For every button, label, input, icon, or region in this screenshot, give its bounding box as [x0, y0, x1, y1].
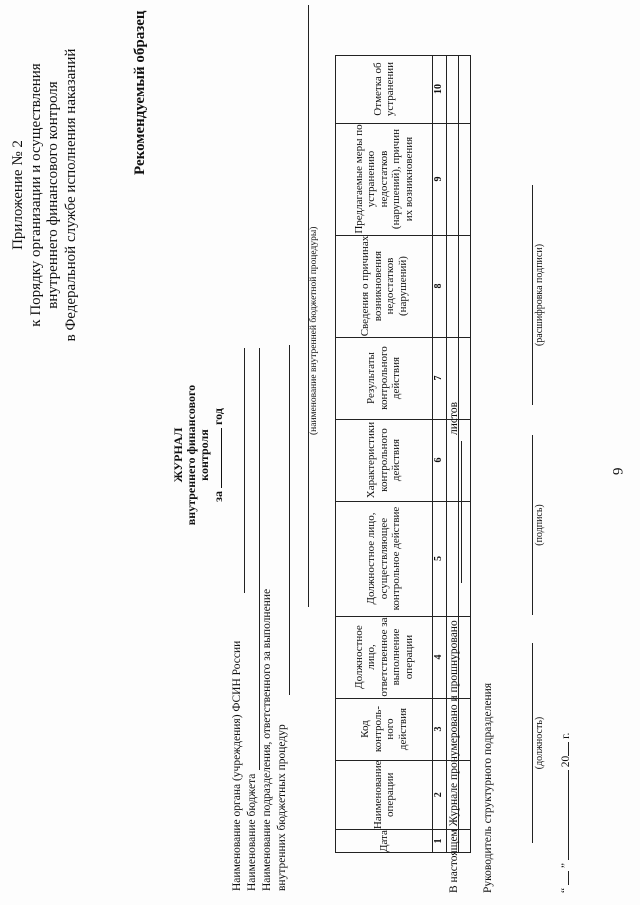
name-caption: (расшифровка подписи)	[534, 243, 545, 347]
table-cell	[458, 501, 470, 616]
info-agency: Наименование органа (учреждения) ФСИН России	[231, 640, 243, 891]
column-number: 10	[433, 55, 447, 123]
journal-title	[172, 365, 225, 545]
table-cell	[446, 501, 458, 616]
date-row	[558, 733, 572, 893]
date-century: 20	[560, 755, 572, 768]
position-caption: (должность)	[534, 716, 545, 770]
date-close-quote: ”	[560, 863, 572, 869]
column-number: 7	[433, 337, 447, 419]
date-open-quote: “	[560, 887, 572, 893]
column-header: Отметка об устранении	[336, 55, 433, 123]
table-header-row	[336, 55, 433, 852]
column-header: Должностное лицо, ответственное за выполнение операции	[336, 616, 433, 698]
info-budget: Наименование бюджета	[246, 773, 258, 891]
day-blank	[558, 871, 569, 885]
year-blank	[211, 428, 222, 488]
column-header: Должностное лицо, осуществляющее контрольное действие	[336, 501, 433, 616]
page-number: 6	[609, 467, 625, 475]
info-agency-blank	[244, 348, 245, 593]
table-cell	[458, 123, 470, 235]
column-number: 2	[433, 760, 447, 830]
title-year-prefix: за	[211, 491, 225, 502]
procedure-caption: (наименование внутренней бюджетной процедуры)	[309, 226, 319, 435]
column-header: Характеристики контрольного действия	[336, 419, 433, 501]
date-suffix: г.	[560, 732, 572, 739]
column-header: Сведения о причинах возникновения недостатков (нарушений)	[336, 235, 433, 337]
info-division-line2: внутренних бюджетных процедур	[276, 724, 288, 891]
info-budget-blank	[259, 348, 260, 770]
column-number: 1	[433, 830, 447, 853]
column-number-row	[433, 55, 447, 852]
title-line-3	[211, 365, 225, 545]
column-number: 4	[433, 616, 447, 698]
sheets-word: листов	[448, 401, 460, 435]
signature-line	[532, 435, 533, 615]
appendix-header	[10, 15, 80, 375]
table-cell	[458, 235, 470, 337]
column-number: 6	[433, 419, 447, 501]
column-header: Наименование операции	[336, 760, 433, 830]
table-cell	[446, 235, 458, 337]
table-cell	[446, 55, 458, 123]
title-year-suffix: год	[211, 408, 225, 426]
column-number: 8	[433, 235, 447, 337]
column-header: Результаты контрольного действия	[336, 337, 433, 419]
year-blank	[558, 742, 569, 756]
info-division-blank	[289, 345, 290, 695]
column-header: Предлагаемые меры по устранению недостатков (нарушений), причин их возникновения	[336, 123, 433, 235]
table-cell	[446, 123, 458, 235]
appendix-line: в Федеральной службе исполнения наказаний	[62, 48, 79, 342]
column-header: Код контроль-ного действия	[336, 698, 433, 760]
appendix-line: внутреннего финансового контроля	[45, 81, 61, 309]
info-division-line1: Наименование подразделения, ответственного за выполнение	[261, 588, 273, 891]
sheets-count-blank	[461, 441, 462, 583]
appendix-line: Приложение № 2	[10, 140, 26, 250]
appendix-line: к Порядку организации и осуществления	[27, 63, 44, 327]
column-number: 9	[433, 123, 447, 235]
position-line	[532, 643, 533, 843]
head-of-division-label: Руководитель структурного подразделения	[482, 682, 494, 893]
table-cell	[458, 55, 470, 123]
sample-label: Рекомендуемый образец	[132, 10, 148, 175]
column-number: 5	[433, 501, 447, 616]
name-line	[532, 185, 533, 405]
title-line-1: ЖУРНАЛ	[171, 427, 185, 483]
month-blank	[558, 770, 569, 860]
title-line-2: внутреннего финансового контроля	[184, 384, 211, 526]
signature-caption: (подпись)	[534, 504, 545, 546]
column-header: Дата	[336, 830, 433, 853]
column-number: 3	[433, 698, 447, 760]
numbered-statement: В настоящем Журнале пронумеровано и прошнуровано	[448, 620, 460, 893]
